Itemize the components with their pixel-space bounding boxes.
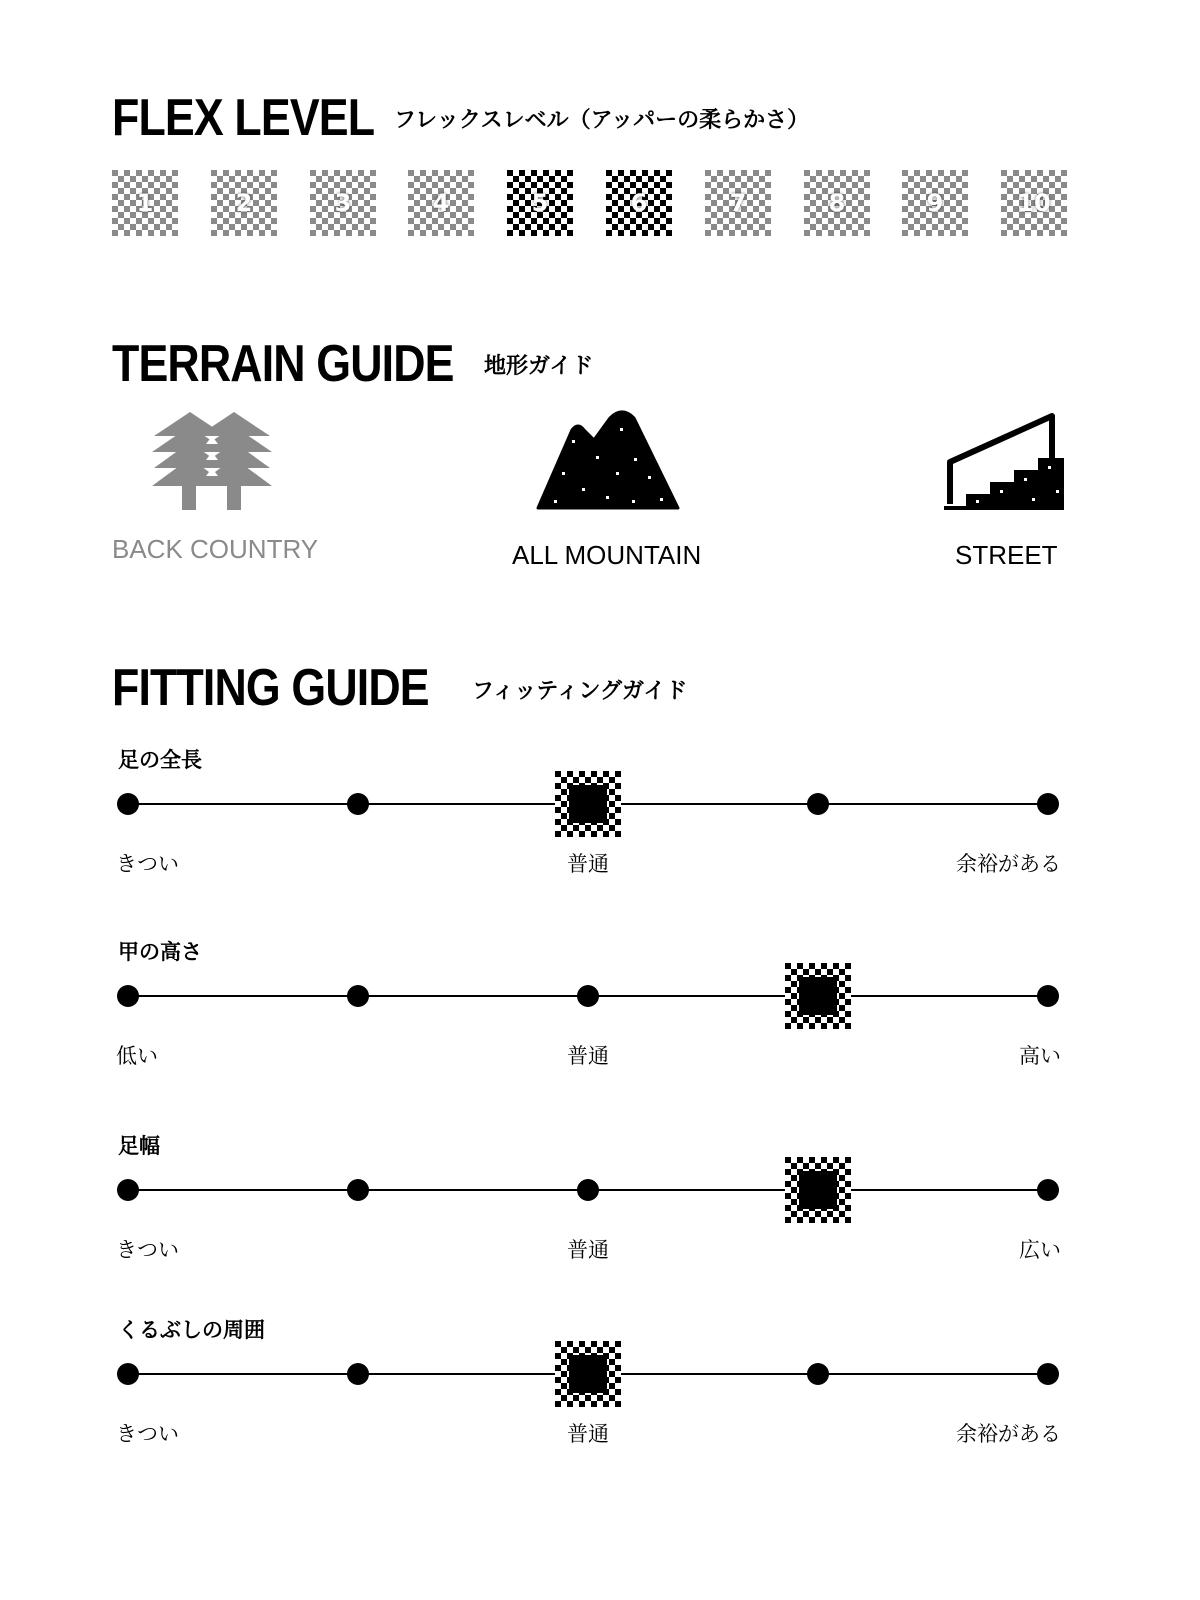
fitting-scale-dot xyxy=(1037,793,1059,815)
flex-level-number: 7 xyxy=(729,189,747,217)
fitting-scale-right-label: 広い xyxy=(1019,1238,1061,1262)
fitting-scale-dot xyxy=(347,985,369,1007)
flex-level-number: 4 xyxy=(432,189,450,217)
fitting-scale-right-label: 余裕がある xyxy=(956,852,1061,876)
trees-icon xyxy=(150,408,274,512)
flex-level-1 xyxy=(112,170,178,236)
flex-level-number: 6 xyxy=(630,189,648,217)
fitting-scale-marker xyxy=(785,1157,851,1223)
fitting-guide-subtitle: フィッティングガイド xyxy=(472,679,688,704)
terrain-guide-title: TERRAIN GUIDE xyxy=(112,335,454,393)
flex-level-subtitle: フレックスレベル（アッパーの柔らかさ） xyxy=(394,108,810,133)
terrain-label-all-mountain: ALL MOUNTAIN xyxy=(512,540,702,570)
flex-level-9 xyxy=(902,170,968,236)
fitting-scale-label: 甲の高さ xyxy=(118,940,202,964)
fitting-scale-dot xyxy=(117,793,139,815)
mountain-icon xyxy=(536,410,680,512)
flex-level-title: FLEX LEVEL xyxy=(112,89,375,147)
flex-level-10 xyxy=(1001,170,1067,236)
fitting-scale-marker xyxy=(555,771,621,837)
fitting-scale-left-label: きつい xyxy=(116,852,179,876)
flex-level-4 xyxy=(408,170,474,236)
fitting-scale-dot xyxy=(347,793,369,815)
flex-level-number: 9 xyxy=(926,189,944,217)
flex-level-number: 8 xyxy=(828,189,846,217)
fitting-scale-dot xyxy=(577,1179,599,1201)
fitting-scale-label: くるぶしの周囲 xyxy=(118,1318,265,1342)
fitting-scale-middle-label: 普通 xyxy=(567,1044,609,1068)
fitting-scale-marker xyxy=(555,1341,621,1407)
fitting-guide-title: FITTING GUIDE xyxy=(112,659,429,717)
flex-level-number: 10 xyxy=(1017,189,1051,217)
fitting-scale-dot xyxy=(117,1363,139,1385)
fitting-scale-marker xyxy=(785,963,851,1029)
fitting-scale-dot xyxy=(347,1179,369,1201)
fitting-scale-label: 足幅 xyxy=(118,1134,160,1158)
fitting-scale-label: 足の全長 xyxy=(118,748,202,772)
flex-level-number: 5 xyxy=(531,189,549,217)
fitting-scale-middle-label: 普通 xyxy=(567,852,609,876)
flex-level-7 xyxy=(705,170,771,236)
terrain-label-back-country: BACK COUNTRY xyxy=(112,534,319,564)
fitting-scale-middle-label: 普通 xyxy=(567,1422,609,1446)
fitting-scale-left-label: 低い xyxy=(116,1044,158,1068)
fitting-scale-dot xyxy=(1037,1179,1059,1201)
fitting-scale-middle-label: 普通 xyxy=(567,1238,609,1262)
fitting-scale-left-label: きつい xyxy=(116,1422,179,1446)
flex-level-3 xyxy=(310,170,376,236)
fitting-scale-dot xyxy=(1037,985,1059,1007)
fitting-scale-right-label: 高い xyxy=(1019,1044,1061,1068)
fitting-scale-dot xyxy=(807,1363,829,1385)
flex-level-number: 2 xyxy=(235,189,253,217)
flex-level-5-active xyxy=(507,170,573,236)
stairs-rail-icon xyxy=(940,410,1068,514)
fitting-scale-dot xyxy=(807,793,829,815)
flex-level-8 xyxy=(804,170,870,236)
fitting-scale-right-label: 余裕がある xyxy=(956,1422,1061,1446)
flex-level-number: 3 xyxy=(334,189,352,217)
fitting-scale-dot xyxy=(117,985,139,1007)
flex-level-scale xyxy=(112,170,1068,236)
fitting-scale-dot xyxy=(1037,1363,1059,1385)
terrain-label-street: STREET xyxy=(955,540,1058,570)
flex-level-number: 1 xyxy=(136,189,154,217)
fitting-scale-dot xyxy=(577,985,599,1007)
flex-level-2 xyxy=(211,170,277,236)
fitting-scale-dot xyxy=(347,1363,369,1385)
flex-level-6-active xyxy=(606,170,672,236)
fitting-scale-dot xyxy=(117,1179,139,1201)
terrain-guide-subtitle: 地形ガイド xyxy=(484,354,594,379)
fitting-scale-left-label: きつい xyxy=(116,1238,179,1262)
